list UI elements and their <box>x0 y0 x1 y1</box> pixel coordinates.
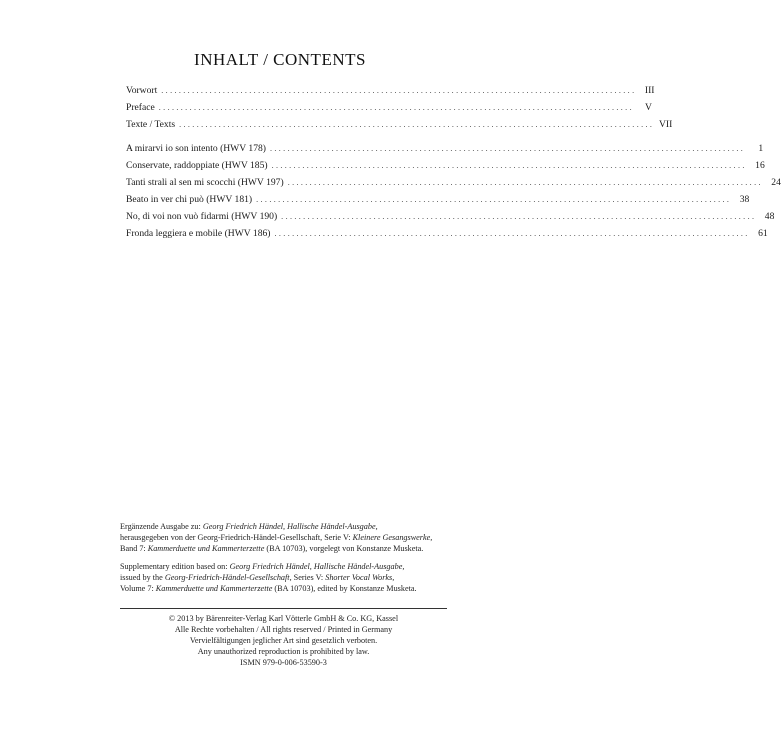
copyright-block <box>120 613 447 668</box>
toc-entry-page: VII <box>658 119 673 130</box>
toc-entry-label: Vorwort <box>126 85 158 96</box>
edition-note-line <box>120 573 450 584</box>
toc-works <box>126 140 781 242</box>
edition-text-italic: Georg Friedrich Händel, Hallische Händel-Ausgabe, <box>229 562 405 571</box>
ismn-line: ISMN 979-0-006-53590-3 <box>240 658 327 667</box>
reproduction-line-de: Vervielfältigungen jeglicher Art sind gesetzlich verboten. <box>189 636 378 645</box>
toc-entry-label: Preface <box>126 102 155 113</box>
toc-entry <box>126 208 775 225</box>
edition-note-line <box>120 544 450 555</box>
toc-leader-dots: ............................................................................................................ <box>271 161 747 170</box>
toc-entry-page: 38 <box>739 194 750 205</box>
edition-text-italic: Kammerduette und Kammerterzette <box>147 543 265 553</box>
edition-text: Supplementary edition based on: <box>120 562 230 571</box>
edition-note-german <box>120 522 450 554</box>
toc-entry <box>126 191 750 208</box>
toc-entry-page: 1 <box>758 143 764 154</box>
toc-entry-page: V <box>645 102 652 113</box>
toc-entry <box>126 116 673 133</box>
toc-entry-page: 48 <box>764 211 775 222</box>
page-title: INHALT / CONTENTS <box>194 50 366 69</box>
toc-entry-page: 16 <box>755 160 765 171</box>
toc-entry-label: A mirarvi io son intento (HWV 178) <box>126 143 266 154</box>
edition-text-italic: Georg Friedrich Händel, Hallische Händel-Ausgabe, <box>202 522 378 531</box>
toc-entry <box>126 140 764 157</box>
edition-text: Ergänzende Ausgabe zu: <box>120 522 203 531</box>
toc-entry-label: Tanti strali al sen mi scocchi (HWV 197) <box>126 177 284 188</box>
toc-front-matter <box>126 82 673 133</box>
toc-leader-dots: ............................................................................................................ <box>287 178 763 187</box>
toc-leader-dots: ............................................................................................................ <box>281 212 757 221</box>
toc-entry <box>126 99 652 116</box>
edition-text-italic: Kammerduette und Kammerterzette <box>155 583 273 593</box>
edition-text: Volume 7: <box>120 583 156 593</box>
toc-leader-dots: ............................................................................................................ <box>179 120 655 129</box>
toc-entry-label: Conservate, raddoppiate (HWV 185) <box>126 160 268 171</box>
toc-entry-label: Beato in ver chi può (HWV 181) <box>126 194 253 205</box>
edition-text: (BA 10703), vorgelegt von Konstanze Musketa. <box>264 543 424 553</box>
edition-note-line <box>120 522 450 533</box>
toc-leader-dots: ............................................................................................................ <box>158 103 634 112</box>
toc-leader-dots: ............................................................................................................ <box>256 195 732 204</box>
copyright-line: © 2013 by Bärenreiter-Verlag Karl Vötterle GmbH & Co. KG, Kassel <box>168 614 399 623</box>
edition-note-line <box>120 533 450 544</box>
reproduction-line-en: Any unauthorized reproduction is prohibited by law. <box>197 647 370 656</box>
edition-note-line <box>120 584 450 595</box>
toc-entry-page: III <box>644 85 655 96</box>
edition-text-italic: Kleinere Gesangswerke, <box>352 532 433 542</box>
toc-leader-dots: ............................................................................................................ <box>269 144 746 153</box>
edition-text-italic: Shorter Vocal Works, <box>325 572 395 582</box>
edition-note-english <box>120 562 450 594</box>
edition-text: issued by the <box>120 572 165 582</box>
toc-entry <box>126 157 765 174</box>
toc-entry-label: Fronda leggiera e mobile (HWV 186) <box>126 228 271 239</box>
edition-text: herausgegeben von der Georg-Friedrich-Händel-Gesellschaft, Serie V: <box>120 532 353 542</box>
toc-entry <box>126 225 768 242</box>
toc-leader-dots: ............................................................................................................ <box>161 86 637 95</box>
divider-rule <box>120 608 447 609</box>
edition-text: (BA 10703), edited by Konstanze Musketa. <box>272 583 417 593</box>
rights-line: Alle Rechte vorbehalten / All rights reserved / Printed in Germany <box>174 625 393 634</box>
toc-entry-label: No, di voi non vuò fidarmi (HWV 190) <box>126 211 278 222</box>
toc-leader-dots: ............................................................................................................ <box>274 229 750 238</box>
edition-text-italic: Georg-Friedrich-Händel-Gesellschaft, <box>164 572 292 582</box>
toc-entry-label: Texte / Texts <box>126 119 176 130</box>
toc-entry <box>126 174 781 191</box>
edition-text: Series V: <box>291 572 326 582</box>
edition-text: Band 7: <box>120 543 148 553</box>
toc-entry <box>126 82 655 99</box>
edition-note-line <box>120 562 450 573</box>
toc-entry-page: 61 <box>758 228 768 239</box>
toc-entry-page: 24 <box>771 177 781 188</box>
